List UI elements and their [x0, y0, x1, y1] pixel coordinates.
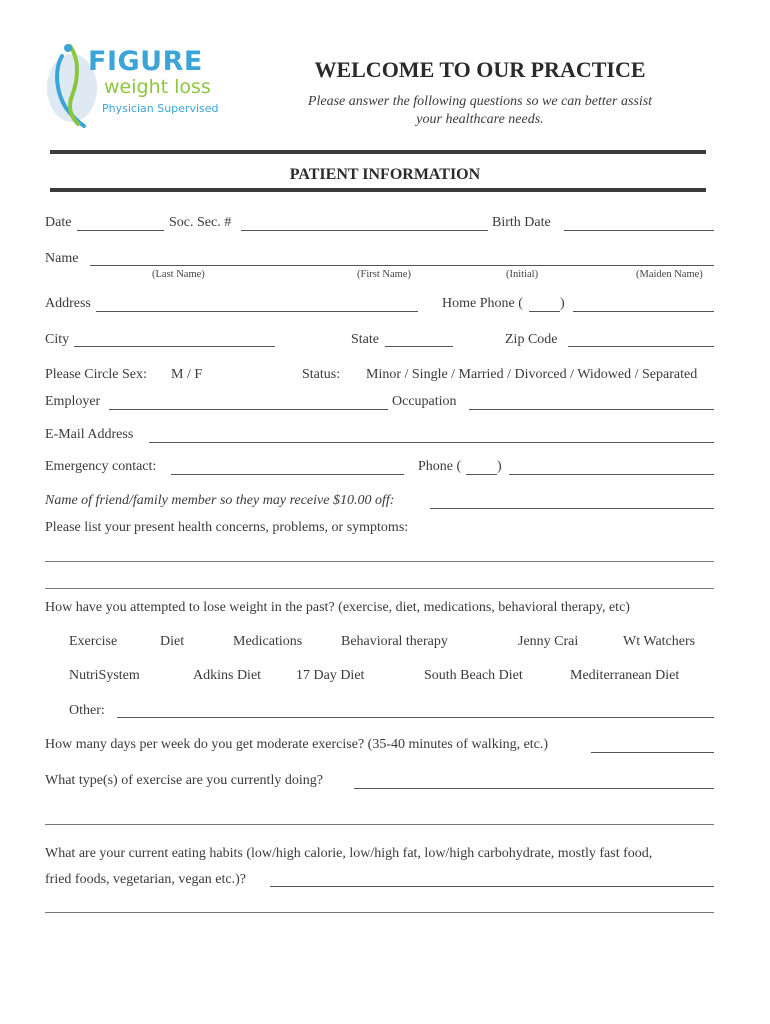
- option-adkins-diet[interactable]: Adkins Diet: [193, 668, 262, 683]
- phone-area-field[interactable]: [466, 474, 497, 475]
- birth-date-field[interactable]: [564, 230, 714, 231]
- date-field[interactable]: [77, 230, 164, 231]
- exercise-days-field[interactable]: [591, 752, 714, 753]
- name-last-caption: (Last Name): [152, 269, 205, 280]
- subtitle-line2: your healthcare needs.: [416, 112, 544, 127]
- sex-options[interactable]: M / F: [171, 367, 203, 382]
- home-phone-close: ): [560, 296, 565, 311]
- option-behavioral-therapy[interactable]: Behavioral therapy: [341, 634, 448, 649]
- option-south-beach-diet[interactable]: South Beach Diet: [424, 668, 523, 683]
- name-first-caption: (First Name): [357, 269, 411, 280]
- option-mediterranean-diet[interactable]: Mediterranean Diet: [570, 668, 680, 683]
- page-title: WELCOME TO OUR PRACTICE: [314, 57, 646, 82]
- state-label: State: [351, 332, 379, 347]
- option-medications[interactable]: Medications: [233, 634, 303, 649]
- phone-close: ): [497, 459, 502, 474]
- other-field[interactable]: [117, 717, 714, 718]
- logo-line3: Physician Supervised: [102, 102, 219, 115]
- name-field[interactable]: [90, 265, 714, 266]
- birth-date-label: Birth Date: [492, 215, 551, 230]
- logo: [44, 40, 219, 130]
- employer-field[interactable]: [109, 409, 388, 410]
- emergency-field[interactable]: [171, 474, 404, 475]
- emergency-label: Emergency contact:: [45, 459, 157, 474]
- name-label: Name: [45, 251, 79, 266]
- weight-loss-question: How have you attempted to lose weight in the past? (exercise, diet, medications, behavioral therapy, etc): [45, 600, 630, 615]
- eating-question-line2: fried foods, vegetarian, vegan etc.)?: [45, 872, 246, 887]
- name-maiden-caption: (Maiden Name): [636, 269, 703, 280]
- home-phone-area-field[interactable]: [529, 311, 560, 312]
- employer-label: Employer: [45, 394, 101, 409]
- divider-top: [50, 150, 706, 154]
- referral-label: Name of friend/family member so they may receive $10.00 off:: [45, 493, 395, 508]
- state-field[interactable]: [385, 346, 453, 347]
- referral-field[interactable]: [430, 508, 714, 509]
- address-label: Address: [45, 296, 91, 311]
- home-phone-field[interactable]: [573, 311, 714, 312]
- health-concerns-line-2[interactable]: [45, 588, 714, 589]
- exercise-type-question: What type(s) of exercise are you currently doing?: [45, 773, 323, 788]
- eating-habits-line-2[interactable]: [45, 912, 714, 913]
- occupation-label: Occupation: [392, 394, 457, 409]
- occupation-field[interactable]: [469, 409, 714, 410]
- exercise-days-question: How many days per week do you get moderate exercise? (35-40 minutes of walking, etc.): [45, 737, 549, 752]
- subtitle-line1: Please answer the following questions so we can better assist: [307, 94, 653, 109]
- option-weight-watchers[interactable]: Wt Watchers: [623, 634, 696, 649]
- option-jenny-craig[interactable]: Jenny Crai: [518, 634, 579, 649]
- status-label: Status:: [302, 367, 341, 382]
- sex-label: Please Circle Sex:: [45, 367, 147, 382]
- option-diet[interactable]: Diet: [160, 634, 185, 649]
- ssn-label: Soc. Sec. #: [169, 215, 232, 230]
- other-label: Other:: [69, 703, 105, 718]
- logo-line2: weight loss: [104, 76, 211, 98]
- date-label: Date: [45, 215, 72, 230]
- phone-field[interactable]: [509, 474, 714, 475]
- health-concerns-line-1[interactable]: [45, 561, 714, 562]
- zip-label: Zip Code: [505, 332, 558, 347]
- city-field[interactable]: [74, 346, 275, 347]
- option-17-day-diet[interactable]: 17 Day Diet: [296, 668, 365, 683]
- email-field[interactable]: [149, 442, 714, 443]
- health-concerns-label: Please list your present health concerns, problems, or symptoms:: [45, 520, 409, 535]
- ssn-field[interactable]: [241, 230, 488, 231]
- option-nutrisystem[interactable]: NutriSystem: [69, 668, 140, 683]
- divider-bottom: [50, 188, 706, 192]
- logo-brand: FIGURE: [88, 46, 203, 77]
- address-field[interactable]: [96, 311, 418, 312]
- eating-question-line1: What are your current eating habits (low/high calorie, low/high fat, low/high carbohydrate, mostly fast food,: [45, 846, 653, 861]
- name-initial-caption: (Initial): [506, 269, 539, 280]
- exercise-type-line-2[interactable]: [45, 824, 714, 825]
- exercise-type-field[interactable]: [354, 788, 714, 789]
- phone-label: Phone (: [418, 459, 462, 474]
- city-label: City: [45, 332, 70, 347]
- status-options[interactable]: Minor / Single / Married / Divorced / Widowed / Separated: [366, 367, 698, 382]
- option-exercise[interactable]: Exercise: [69, 634, 118, 649]
- home-phone-label: Home Phone (: [442, 296, 523, 311]
- eating-habits-field[interactable]: [270, 886, 714, 887]
- zip-field[interactable]: [568, 346, 714, 347]
- email-label: E-Mail Address: [45, 427, 134, 442]
- section-title: PATIENT INFORMATION: [289, 166, 481, 183]
